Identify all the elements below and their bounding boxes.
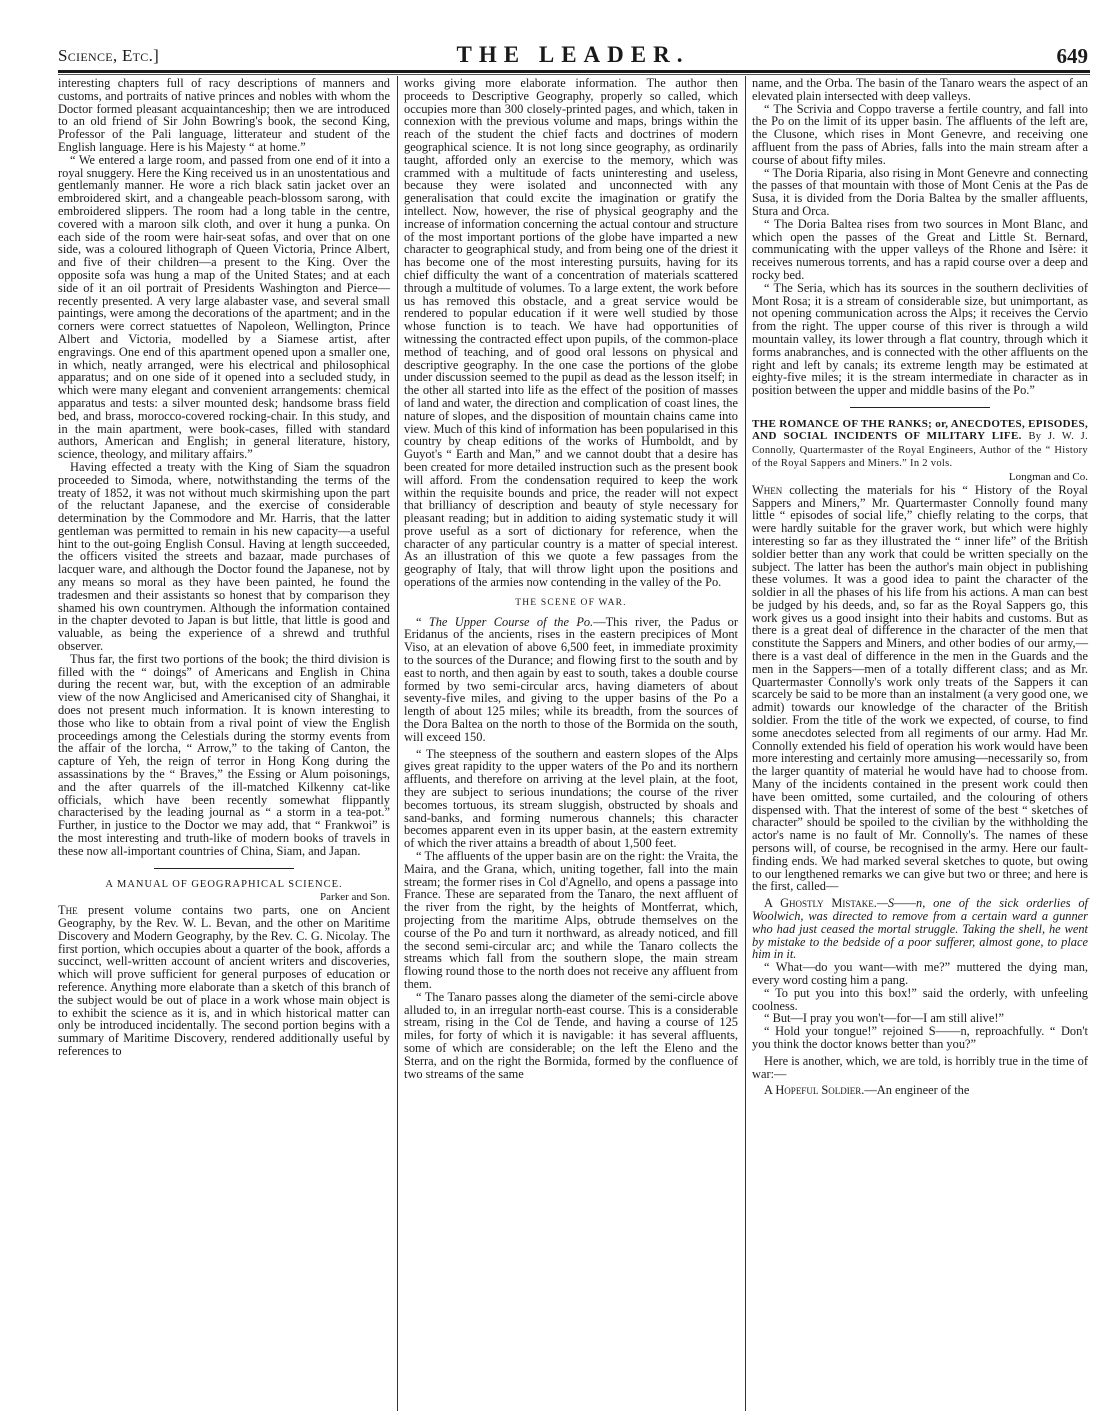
anecdote-body: —An engineer of the (864, 1083, 970, 1098)
book-publisher: Longman and Co. (1008, 470, 1088, 483)
review-drop-word: When (752, 482, 783, 497)
dialogue-line: “ To put you into this box!” said the orderly, with unfeeling coolness. (752, 985, 1088, 1013)
article-quote: “ The Tanaro passes along the diameter of the semi-circle above alluded to, in an irregular north-east course. This is a considerable stream, rising in the Col de Tende, and having a course of 125 miles, for forty of which it is navigable: it has several affluents, some of which are considerable; on the left the Eleno and the Sterra, and on the right the Bormida, formed by the confluence of two streams of the same (404, 989, 738, 1081)
page-number: 649 (1056, 44, 1088, 68)
section-divider (154, 868, 294, 869)
dialogue-line: “ Hold your tongue!” rejoined S——n, reproachfully. “ Don't you think the doctor knows better than you?” (752, 1024, 1088, 1051)
review-drop-word: The (58, 903, 78, 918)
book-title: THE ROMANCE OF THE RANKS; or, ANECDOTES, EPISODES, AND SOCIAL INCIDENTS OF MILITARY LIFE. (752, 417, 1088, 443)
anecdote-paragraph (752, 897, 1088, 961)
article-quote: “ We entered a large room, and passed from one end of it into a royal snuggery. Here the King received us in an unostentatious and gentlemanly manner. He wore a rich black satin jacket over an embroidered skirt, and a changeable peach-blossom sarong, with embroidered slippers. The room had a long table in the centre, covered with a maroon silk cloth, and over it hung a punka. On each side of the room were hair-seat sofas, and over that on one side, was a coloured lithograph of Queen Victoria, Prince Albert, and five of their children—a present to the King. Over the opposite sofa was hung a map of the United States; and at each side of it an oil portrait of Presidents Washington and Pierce—recently presented. A very large alabaster vase, and several small paintings, were among the decorations of the apartment; and in the corners were correct statuettes of Napoleon, Wellington, Prince Albert and Victoria, modelled by a Siamese artist, after engravings. One end of this apartment opened upon a smaller one, in which, neatly arranged, were his electrical and philosophical apparatus; and on one side of it opened into a secluded study, in which were many elegant and convenient arrangements: chemical apparatus and tests: a silver mounted desk; handsome brass field bed, and brass, morocco-covered rocking-chair. In this study, and in the main apartment, were book-cases, filled with standard authors, American and English; in general literature, history, science, theology, and military affairs.” (58, 152, 390, 462)
dialogue-line: “ What—do you want—with me?” muttered the dying man, every word costing him a pang. (752, 960, 1088, 987)
book-meta: By J. W. J. Connolly, Quartermaster of the Royal Engineers, Author of the “ History of the Royal Sappers and Miners.” In 2 vols. (752, 431, 1088, 470)
article-paragraph: name, and the Orba. The basin of the Tanaro wears the aspect of an elevated plain intersected with deep valleys. (752, 76, 1088, 103)
review-paragraph (752, 484, 1088, 894)
sub-heading: THE SCENE OF WAR. (515, 597, 627, 608)
section-divider (850, 407, 990, 408)
anecdote-body: —S——n, one of the sick orderlies of Woolwich, was directed to remove from a certain ward a gunner who had just ceased the mortal struggle. Taking the shell, he went by mistake to the bedside of a poor sufferer, almost gone, to place him in it. (752, 896, 1088, 962)
column-3 (752, 77, 1088, 1097)
review-heading: A MANUAL OF GEOGRAPHICAL SCIENCE. (105, 878, 343, 890)
article-paragraph: interesting chapters full of racy descriptions of manners and customs, and portraits of native princes and nobles with whom the Doctor formed pleasant acquaintanceship; then we are introduced to an old friend of Sir John Bowring's book, the second King, Professor of the Pali language, litterateur and student of the English language. Here is his Majesty “ at home.” (58, 76, 390, 154)
review-body: collecting the materials for his “ History of the Royal Sappers and Miners,” Mr. Quartermaster Connolly found many little “ episodes of social life,” chiefly relating to the corps, that were hardly suitable for the graver work, but which were highly interesting so far as they illustrated the “ inner life” of the British soldier better than any work that could be written specially on the subject. The latter has been the author's main object in publishing these volumes. It was a good idea to paint the character of the soldier in all the phases of his life from his actions. A man can best be judged by his deeds, and, so far as the Royal Sappers go, this work gives us a good insight into their habits and customs. But as there is a great deal of difference in the character of the men that constitute the Sappers and Miners, and other bodies of our army,—there is a vast deal of difference in the men in the Guards and the men in the Sappers—men of a totally different class; and as Mr. Quartermaster Connolly's work only treats of the Sappers it can scarcely be said to be more than an instalment (a very good one, we admit) towards our knowledge of the character of the British soldier. From the title of the work we expected, of course, to find some anecdotes selected from all regiments of our army. Had Mr. Connolly extended his field of operation his work would have been more interesting and certainly more amusing—necessarily so, from the larger quantity of material he would have had to choose from. Many of the incidents contained in the present work could then have been omitted, some curtailed, and the colouring of others dispensed with. That the interest of some of the best “ sketches of character” should be spoiled to the civilian by the withholding the actor's name is no fault of Mr. Connolly's. The names of these persons will, of course, be recognised in the army. Here our fault-finding ends. We had marked several sketches to quote, but owing to our lengthened remarks we can give but two or three; and here is the first, called— (752, 482, 1088, 894)
review-publisher: Parker and Son. (320, 891, 390, 904)
article-quote: “ The steepness of the southern and eastern slopes of the Alps gives great rapidity to the upper waters of the Po and its northern affluents, and therefore on arriving at the level plain, at the foot, they are subject to serious inundations; the course of the river becomes tortuous, its stream sluggish, obstructed by shoals and sand-banks, and forming numerous channels; this character becomes apparent even in its upper basin, at the eastern extremity of which the river attains a breadth of about 1,500 feet. (404, 746, 738, 851)
section-label: Science, Etc.] (58, 46, 160, 65)
article-paragraph: Here is another, which, we are told, is horribly true in the time of war:— (752, 1053, 1088, 1081)
review-paragraph (58, 904, 390, 1058)
article-quote: “ The Seria, which has its sources in the southern declivities of Mont Rosa; it is a stream of considerable size, but unimportant, as not opening communication across the Alps; it receives the Cervio from the right. The upper course of this river is through a wild mountain valley, its lower through a flat country, through which it forms anabranches, and is connected with the other affluents on the right and left by canals; its extreme length may be estimated at eighty-five miles; it is the stream intermediate in character as in position between the upper and middle basins of the Po.” (752, 280, 1088, 398)
masthead-rule-thin (58, 74, 1090, 75)
book-title-block (752, 418, 1088, 471)
article-paragraph: works giving more elaborate information. The author then proceeds to Descriptive Geography, properly so called, which occupies more than 300 closely-printed pages, and which, taken in connexion with the previous volume and maps, brings within the reach of the student the chief facts and doctrines of modern geographical science. It is not long since geography, as ordinarily taught, afforded only an exercise to the memory, which was crammed with a multitude of facts uninteresting and useless, because they were isolated and unconnected with any generalisation that could excite the imagination or gratify the intellect. Now, however, the rise of physical geography and the increase of information concerning the actual contour and structure of the most important portions of the globe have imparted a new character to geographical study, and from being one of the driest it has become one of the most interesting pursuits, having for its chief difficulty the want of a concentration of materials scattered through a multitude of volumes. To a large extent, the work before us has removed this obstacle, and a great service would be rendered to popular education if it were well studied by those whose function is to teach. We have had opportunities of witnessing the contracted effect upon pupils, of the common-place method of teaching, and of good oral lessons on physical and descriptive geography. In the one case the portions of the globe under discussion seemed to the pupil as dead as the lesson itself; in the other all started into life as the effect of the position of masses of land and water, the direction and complication of coast lines, the nature of slopes, and the disposition of mountain chains came into view. Much of this kind of information has been popularised in this country by cheap editions of the works of Humboldt, and by Guyot's “ Earth and Man,” and we cannot doubt that a desire has been created for more detailed instruction such as the present book will afford. From the condensation required to keep the work within the requisite bounds and price, the reader will not expect that brilliancy of description and beauty of style necessary for pleasant reading; but in addition to aiding systematic study it will prove useful as a sort of dictionary for reference, when the character of any particular country is a matter of special interest. As an illustration of this we quote a few passages from the geography of Italy, that will throw light upon the positions and operations of the armies now contending in the valley of the Po. (404, 76, 738, 590)
article-quote: “ The Doria Riparia, also rising in Mont Genevre and connecting the passes of that mountain with those of Mont Cenis at the Pas de Susa, it is divided from the Doria Baltea by the smaller affluents, Stura and Orca. (752, 165, 1088, 218)
dialogue-line: “ But—I pray you won't—for—I am still alive!” (764, 1011, 1005, 1026)
article-paragraph: Thus far, the first two portions of the book; the third division is filled with the “ doings” of Americans and English in China during the recent war, but, with the exception of an admirable view of the now Anglicised and Americanised city of Shanghai, it does not present much information. It is known interesting to those who like to obtain from a rival point of view the English proceedings among the Celestials during the stormy events from the affair of the lorcha, “ Arrow,” to the taking of Canton, the capture of Yeh, the reign of terror in Hong Kong during the assassinations by the “ Braves,” the Essing or Alum poisonings, and the after quarrels of the ill-matched Kilkenny cat-like officials, which have been recently somewhat flippantly characterised by the leading journal as “ a storm in a tea-pot.” Further, in justice to the Doctor we may add, that “ Frankwoi” is the most interesting and truth-like of modern books of travels in these now all-important countries of China, Siam, and Japan. (58, 651, 390, 858)
article-quote: “ The affluents of the upper basin are on the right: the Vraita, the Maira, and the Grana, which, uniting together, fall into the main stream; the former rises in Col d'Agnello, and opens a passage into France. These are separated from the Tanaro, the next affluent of the river from the right, by the heights of Montferrat, which, projecting from the maritime Alps, obtrude themselves on the course of the Po and turn it northward, as already noticed, and fill the second semi-circular arc; and while the Tanaro collects the streams which fall from the southern slope, the main stream flowing round those to the north does not receive any affluent from them. (404, 849, 738, 991)
article-quote: “ The Doria Baltea rises from two sources in Mont Blanc, and which open the passes of the Great and Little St. Bernard, communicating with the upper valleys of the Rhone and Isère: it receives numerous torrents, and has a rapid course over a deep and rocky bed. (752, 216, 1088, 282)
masthead (58, 40, 1088, 70)
column-1 (58, 77, 390, 1058)
anecdote-title: A Hopeful Soldier. (764, 1083, 865, 1098)
masthead-rule (58, 70, 1090, 73)
review-body: present volume contains two parts, one on Ancient Geography, by the Rev. W. L. Bevan, and the other on Maritime Discovery and Modern Geography, by the Rev. C. G. Nicolay. The first portion, which occupies about a quarter of the book, affords a succinct, well-written account of ancient writers and discoveries, which will prove sufficient for general purposes of education or reference. Anything more elaborate than a sketch of this branch of the subject would be out of place in a work whose main object is to exhibit the science as it is, and in which historical matter can only be introduced incidentally. The second portion begins with a summary of Maritime Discovery, rendered additionally useful by references to (58, 903, 390, 1058)
column-2 (404, 77, 738, 1080)
quote-title: The Upper Course of the Po. (428, 614, 594, 629)
article-quote: “ The Upper Course of the Po.—This river, the Padus or Eridanus of the ancients, rises in the eastern precipices of Mont Viso, at an elevation of above 6,500 feet, in immediate proximity to the sources of the Durance; and flowing first to the south and by east to north, and then again by east to south, takes a double course formed by two semi-circular arcs, having diameters of about seventy-five miles, and giving to the upper basins of the Po a length of about 125 miles; while its breadth, from the sources of the Dora Baltea on the north to those of the Bormida on the south, will exceed 150. (404, 614, 738, 744)
column-divider-1 (397, 76, 398, 1411)
anecdote-paragraph (752, 1084, 1088, 1097)
anecdote-title: A Ghostly Mistake. (764, 896, 877, 911)
newspaper-title: THE LEADER. (456, 42, 690, 67)
quote-body: —This river, the Padus or Eridanus of the ancients, rises in the eastern precipices of Mont Viso, at an elevation of above 6,500 feet, in immediate proximity to the sources of the Durance; and flowing first to the south and by east to north, and then again by east to south, takes a double course formed by two semi-circular arcs, having diameters of about seventy-five miles, and giving to the upper basins of the Po a length of about 125 miles; while its breadth, from the sources of the Dora Baltea on the north to those of the Bormida on the south, will exceed 150. (404, 614, 738, 744)
column-divider-2 (745, 76, 746, 1411)
article-paragraph: Having effected a treaty with the King of Siam the squadron proceeded to Simoda, where, notwithstanding the terms of the treaty of 1852, it was not without much skirmishing upon the part of the reluctant Japanese, and the exercise of considerable determination by the Commodore and Mr. Harris, that the latter gentleman was permitted to remain in his new capacity—a useful hint to the out-going English Consul. Having at length succeeded, the officers visited the streets and bazaar, made purchases of lacquer ware, and although the Doctor found the Japanese, not by any means so moral as they have been painted, he found the tradesmen and their assistants so honest that by comparison they shamed his own countrymen. Although the information contained in the chapter devoted to Japan is but little, that little is good and valuable, as being the experience of a shrewd and truthful observer. (58, 459, 390, 654)
article-quote: “ The Scrivia and Coppo traverse a fertile country, and fall into the Po on the limit of its upper basin. The affluents of the left are, the Clusone, which rises in Mont Genevre, and receiving one affluent from the pass of Abries, falls into the main stream after a course of about fifty miles. (752, 101, 1088, 167)
